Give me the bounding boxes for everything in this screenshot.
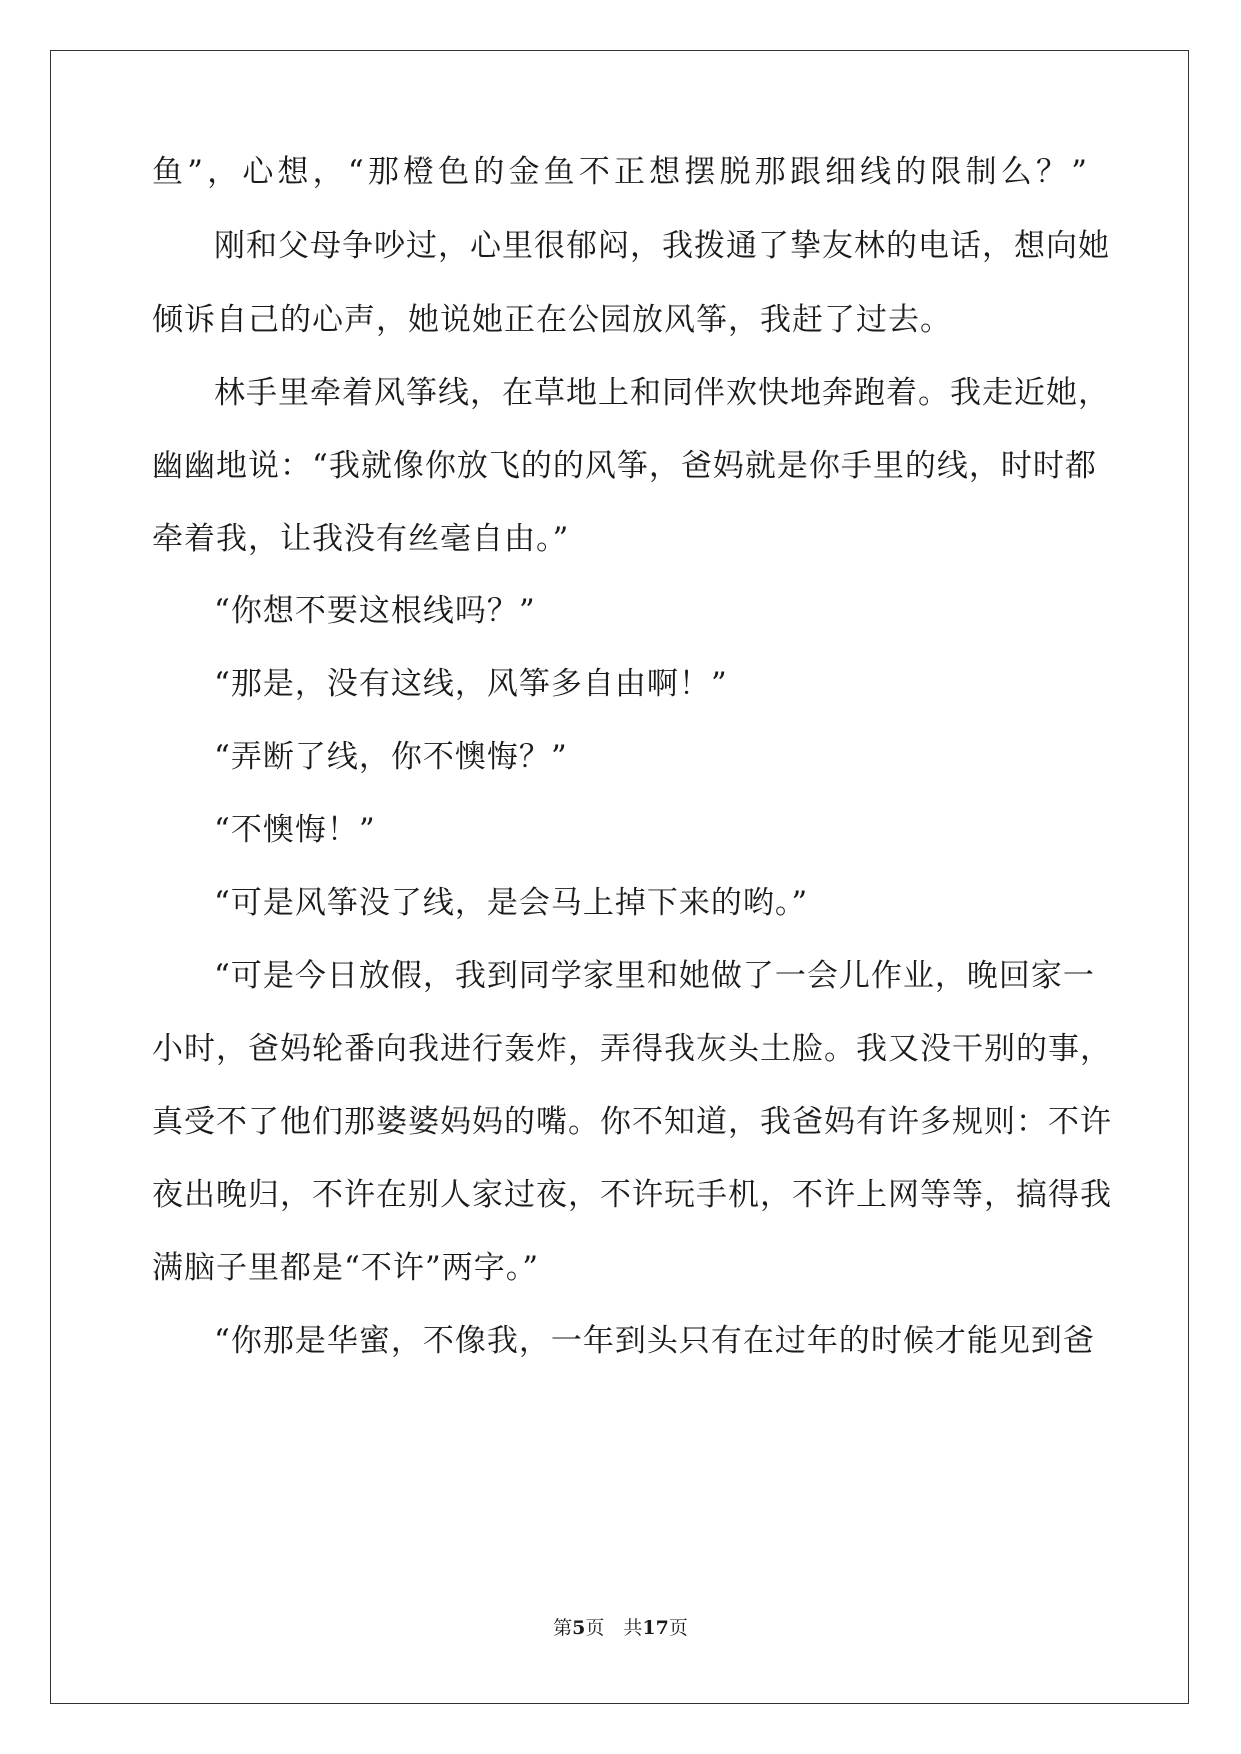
text-line: “你那是华蜜，不像我，一年到头只有在过年的时候才能见到爸 xyxy=(214,1323,1095,1359)
text-line: 夜出晚归，不许在别人家过夜，不许玩手机，不许上网等等，搞得我 xyxy=(152,1177,1112,1213)
text-line: 林手里牵着风筝线，在草地上和同伴欢快地奔跑着。我走近她， xyxy=(214,375,1110,411)
text-line: “那是，没有这线，风筝多自由啊！” xyxy=(214,666,728,702)
total-page-number: 17 xyxy=(642,1617,669,1639)
text-line: 倾诉自己的心声，她说她正在公园放风筝，我赶了过去。 xyxy=(152,302,952,338)
footer-prefix: 第 xyxy=(553,1617,573,1639)
footer-mid: 页 共 xyxy=(585,1617,643,1639)
text-line: 鱼”，心想，“那橙色的金鱼不正想摆脱那跟细线的限制么？” xyxy=(152,154,1088,190)
text-line: 刚和父母争吵过，心里很郁闷，我拨通了挚友林的电话，想向她 xyxy=(214,228,1110,264)
footer-suffix: 页 xyxy=(668,1617,688,1639)
page-footer xyxy=(0,1616,1241,1640)
text-line: “可是今日放假，我到同学家里和她做了一会儿作业，晚回家一 xyxy=(214,958,1095,994)
text-line: 牵着我，让我没有丝毫自由。” xyxy=(152,521,570,557)
text-line: 幽幽地说：“我就像你放飞的的风筝，爸妈就是你手里的线，时时都 xyxy=(152,448,1097,484)
text-line: “弄断了线，你不懊悔？” xyxy=(214,739,568,775)
page-border xyxy=(50,50,1189,1704)
text-line: “你想不要这根线吗？” xyxy=(214,593,536,629)
text-line: 小时，爸妈轮番向我进行轰炸，弄得我灰头土脸。我又没干别的事， xyxy=(152,1031,1112,1067)
text-line: 真受不了他们那婆婆妈妈的嘴。你不知道，我爸妈有许多规则：不许 xyxy=(152,1104,1112,1140)
text-line: “不懊悔！” xyxy=(214,812,376,848)
text-line: “可是风筝没了线，是会马上掉下来的哟。” xyxy=(214,885,809,921)
text-line: 满脑子里都是“不许”两字。” xyxy=(152,1250,540,1286)
current-page-number: 5 xyxy=(572,1617,586,1639)
